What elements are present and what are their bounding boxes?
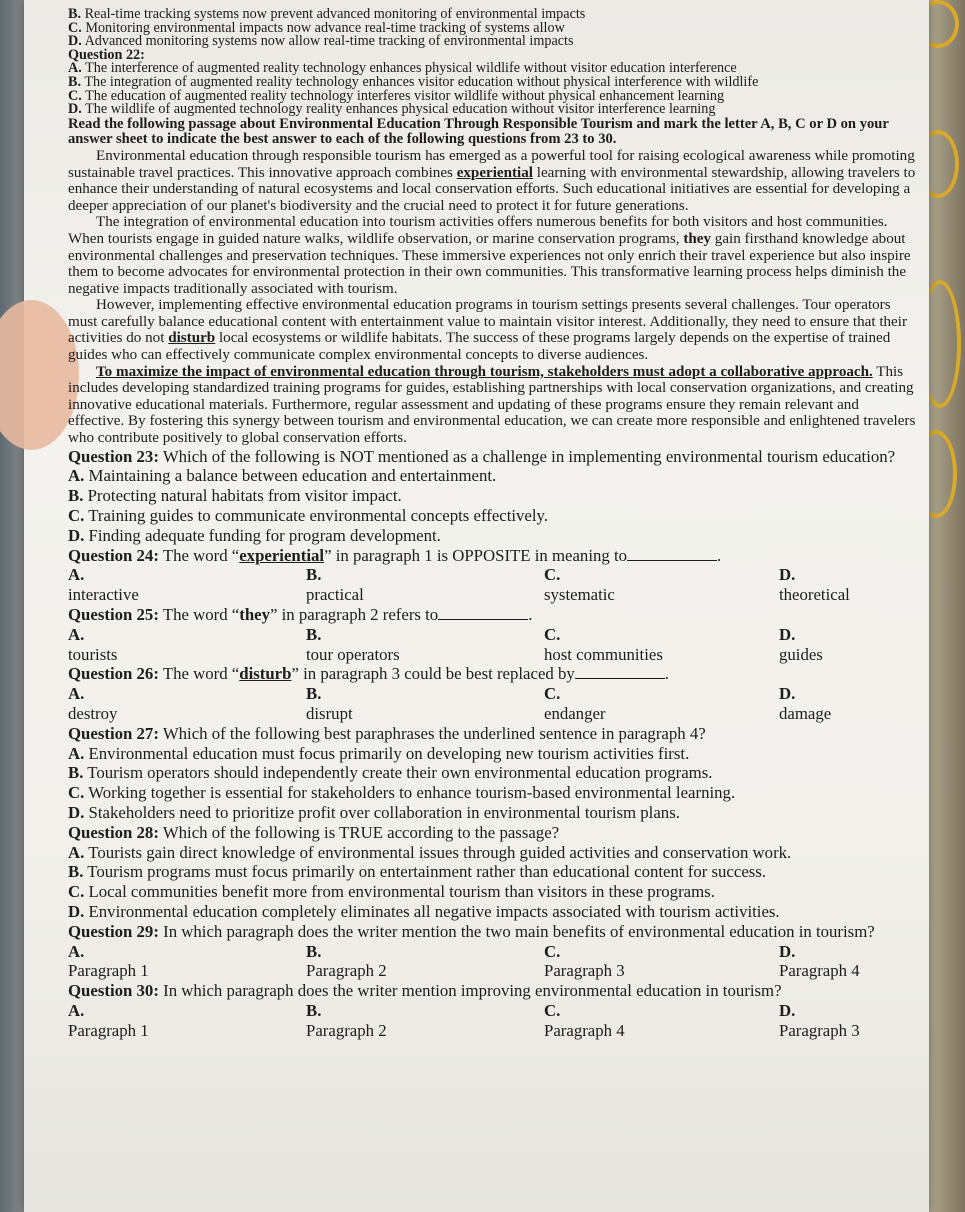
option[interactable]: C. Local communities benefit more from environmental tourism than visitors in these programs. [68,882,715,902]
option[interactable]: D. guides [779,624,823,664]
question-23: Question 23: Which of the following is NOT mentioned as a challenge in implementing environmental tourism education? [68,446,896,466]
options-row [68,565,918,605]
option[interactable]: C. Paragraph 4 [544,1000,625,1040]
paragraph-3: However, implementing effective environmental education programs in tourism settings presents several challenges. Tour operators must carefully balance educational content with entertainment value to maintain visitor interest. Additionally, they need to ensure that their activities do not disturb local ecosystems or wildlife habitats. The success of these programs largely depends on the expertise of trained guides who can effectively communicate complex environmental concepts to diverse audiences. [68,297,907,364]
paragraph-4: To maximize the impact of environmental education through tourism, stakeholders must adopt a collaborative approach. This includes developing standardized training programs for guides, establishing partnerships with local conservation organizations, and creating innovative educational materials. Furthermore, regular assessment and updating of these programs ensure they remain relevant and effective. By fostering this synergy between tourism and environmental education, we can create more responsible and enlightened travelers who contribute positively to global conservation efforts. [68,363,916,447]
option[interactable]: A. destroy [68,684,118,723]
option[interactable]: A. Paragraph 1 [68,941,149,981]
option[interactable]: C. host communities [544,624,663,664]
underlined-sentence: To maximize the impact of environmental education through tourism, stakeholders must adopt a collaborative approach. [96,363,873,380]
bold-word: they [683,230,711,247]
option[interactable]: B. disrupt [306,684,353,723]
option[interactable]: A. tourists [68,624,118,664]
question-30: Question 30: In which paragraph does the writer mention improving environmental education in tourism? [68,981,782,1001]
option[interactable]: B. practical [306,565,364,605]
exam-paper [24,0,929,1212]
option[interactable]: B. Paragraph 2 [306,1000,387,1040]
option[interactable]: A. The interference of augmented reality technology enhances physical wildlife without visitor education interference [68,60,737,77]
options-row [68,1001,918,1041]
question-25: Question 25: The word “they” in paragraph 2 refers to . [68,605,533,624]
option[interactable]: B. Tourism operators should independently create their own environmental education programs. [68,763,713,783]
reading-instruction: Read the following passage about Environmental Education Through Responsible Tourism and mark the letter A, B, C or D on your answer sheet to indicate the best answer to each of the following questions from 23 to 30. [68,115,889,148]
option[interactable]: D. theoretical [779,565,850,605]
options-row [68,684,918,724]
question-21-options [68,8,918,49]
option[interactable]: A. interactive [68,565,139,605]
question-26: Question 26: The word “disturb” in paragraph 3 could be best replaced by . [68,664,669,684]
option[interactable]: C. endanger [544,684,606,723]
question-24: Question 24: The word “experiential” in paragraph 1 is OPPOSITE in meaning to . [68,545,722,565]
option[interactable]: C. The education of augmented reality technology interferes visitor wildlife without physical enhancement learning [68,87,725,104]
option[interactable]: C. Working together is essential for stakeholders to enhance tourism-based environmental learning. [68,783,736,803]
option[interactable]: A. Maintaining a balance between education and entertainment. [68,466,497,486]
question-22 [68,46,918,118]
option[interactable]: B. Tourism programs must focus primarily on entertainment rather than educational content for success. [68,862,767,882]
answer-blank [627,548,717,561]
option[interactable]: D. Advanced monitoring systems now allow real-time tracking of environmental impacts [68,33,574,50]
exam-content [68,8,918,1041]
option[interactable]: D. Stakeholders need to prioritize profit over collaboration in environmental tourism plans. [68,802,680,822]
option[interactable]: C. Training guides to communicate environmental concepts effectively. [68,506,549,526]
option[interactable]: A. Paragraph 1 [68,1000,149,1040]
option[interactable]: D. Paragraph 3 [779,1000,860,1040]
option[interactable]: B. Protecting natural habitats from visitor impact. [68,486,402,506]
option[interactable]: C. systematic [544,565,615,605]
paragraph-2: The integration of environmental education into tourism activities offers numerous benefits for both visitors and host communities. When tourists engage in guided nature walks, wildlife observation, or marine conservation programs, they gain firsthand knowledge about environmental challenges and preservation techniques. These immersive experiences not only enrich their travel experience but also inspire them to become advocates for environmental protection in their own communities. This transformative learning process helps diminish the negative impacts traditionally associated with tourism. [68,214,911,297]
option[interactable]: C. Paragraph 3 [544,941,625,981]
option[interactable]: B. Real-time tracking systems now prevent advanced monitoring of environmental impacts [68,6,586,22]
option[interactable]: D. Paragraph 4 [779,941,860,981]
answer-blank [575,666,665,679]
option[interactable]: D. The wildlife of augmented technology reality enhances physical education without visitor interference learning [68,101,716,118]
question-29: Question 29: In which paragraph does the writer mention the two main benefits of environmental education in tourism? [68,921,875,941]
underlined-word: disturb [168,330,216,347]
option[interactable]: D. Finding adequate funding for program development. [68,525,441,545]
option[interactable]: A. Environmental education must focus primarily on developing new tourism activities first. [68,743,690,763]
option[interactable]: B. Paragraph 2 [306,941,387,981]
answer-blank [438,607,528,620]
options-row [68,625,918,665]
option[interactable]: D. Environmental education completely eliminates all negative impacts associated with tourism activities. [68,901,780,921]
question-heading: Question 22: [68,46,145,63]
paragraph-1: Environmental education through responsible tourism has emerged as a powerful tool for raising ecological awareness while promoting sustainable travel practices. This innovative approach combines experiential learning with environmental stewardship, allowing travelers to enhance their understanding of natural ecosystems and local conservation efforts. Such educational initiatives are essential for developing a deeper appreciation of our planet's biodiversity and the crucial need to protect it for future generations. [68,147,916,214]
option[interactable]: B. tour operators [306,624,400,664]
underlined-word: experiential [456,164,533,181]
questions-block [68,447,918,1041]
option[interactable]: A. Tourists gain direct knowledge of environmental issues through guided activities and conservation work. [68,842,792,862]
option[interactable]: D. damage [779,684,832,723]
question-27: Question 27: Which of the following best paraphrases the underlined sentence in paragraph 4? [68,723,706,743]
option[interactable]: B. The integration of augmented reality technology enhances visitor education without physical interference with wildlife [68,73,759,90]
option[interactable]: C. Monitoring environmental impacts now advance real-time tracking of systems allow [68,19,565,36]
options-row [68,942,918,982]
question-28: Question 28: Which of the following is TRUE according to the passage? [68,822,560,842]
reading-passage [68,148,918,447]
